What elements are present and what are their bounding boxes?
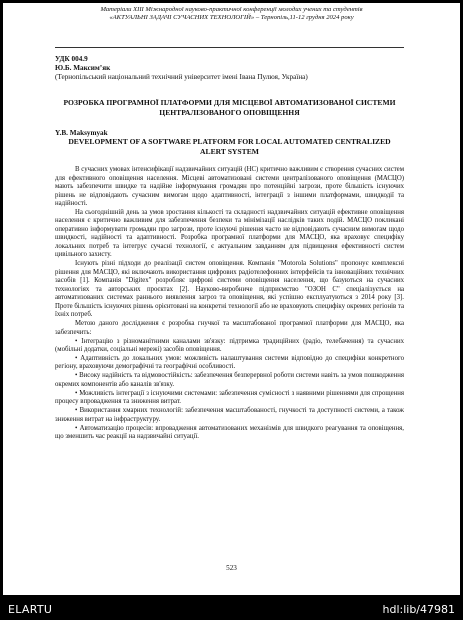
author-name-english: Y.B. Maksymyak: [55, 129, 108, 137]
repository-footer: [0, 599, 463, 620]
bullet-item: • Адаптивність до локальних умов: можливість налаштування системи відповідно до специфіки конкретного регіону, враховуючи демографічні та географічні особливості.: [55, 354, 404, 371]
article-body: [55, 166, 404, 442]
paper-page: [3, 3, 460, 595]
handle-identifier: hdl:lib/47981: [382, 603, 455, 616]
conference-header-line1: Матеріали ХІІІ Міжнародної науково-практичної конференції молодих учених та студентів: [100, 6, 363, 13]
bullet-item: • Високу надійність та відмовостійкість: забезпечення безперервної роботи системи навіть за умов пошкодження окремих компонентів або каналів зв'язку.: [55, 372, 404, 388]
author-affiliation: (Тернопільський національний технічний університет імені Івана Пулюя, Україна): [55, 73, 308, 81]
article-meta: [55, 55, 308, 82]
repository-name: ELARTU: [8, 603, 53, 616]
author-name: Ю.Б. Максим’як: [55, 64, 111, 72]
paragraph: На сьогоднішній день за умов зростання кількості та складності надзвичайних ситуацій ефективне оповіщення населення є критично важливим для забезпечення безпеки та мінімізації наслідків таких подій. МАСЦО покликані оперативно інформувати громадян про загрози, проте існуючі рішення часто не відповідають сучасним вимогам щодо швидкості, надійності та адаптивності. Розробка програмної платформи для МАСЦО, яка враховує специфіку локальних потреб та інтегрує сучасні технології, є актуальним завданням для підвищення ефективності систем цивільного захисту.: [55, 208, 404, 259]
bullet-item: • Використання хмарних технологій: забезпечення масштабованості, гнучкості та доступності системи, а також зниження витрат на інфраструктуру.: [55, 407, 404, 423]
paragraph: Існують різні підходи до реалізації систем оповіщення. Компанія "Motorola Solutions" пропонує комплексні рішення для МАСЦО, які включають використання цифрових радіотелефонних інтерфейсів та інноваційних технічних засобів [1]. Компанія "Digitex" розробляє цифрові системи оповіщення населення, що базуються на сучасних технологіях та авторських проєктах [2]. Науково-виробниче підприємство "ОЗОН С" спеціалізується на автоматизованих системах раннього виявлення загроз та оповіщення, які успішно експлуатуються з 2014 року [3]. Проте більшість існуючих рішень орієнтовані на конкретні технології або не враховують специфіку окремих регіонів та їхніх потреб.: [55, 260, 404, 319]
article-title-english: DEVELOPMENT OF A SOFTWARE PLATFORM FOR LOCAL AUTOMATED CENTRALIZED ALERT SYSTEM: [68, 137, 391, 156]
header-divider: [55, 47, 404, 48]
bullet-item: • Можливість інтеграції з існуючими системами: забезпечення сумісності з наявними рішеннями для спрощення процесу впровадження та зниження витрат.: [55, 389, 404, 406]
bullet-item: • Автоматизацію процесів: впровадження автоматизованих механізмів для швидкого реагування та оповіщення, що зменшить час реакції на надзвичайні ситуації.: [55, 424, 404, 441]
article-title-ukrainian: РОЗРОБКА ПРОГРАМНОЇ ПЛАТФОРМИ ДЛЯ МІСЦЕВОЇ АВТОМАТИЗОВАНОЇ СИСТЕМИ ЦЕНТРАЛІЗОВАНОГО ОПОВІЩЕННЯ: [63, 98, 396, 117]
bullet-item: • Інтеграцію з різноманітними каналами зв'язку: підтримка традиційних (радіо, телебачення) та сучасних (мобільні додатки, соціальні мережі) засобів оповіщення.: [55, 337, 404, 354]
conference-header-line2: «АКТУАЛЬНІ ЗАДАЧІ СУЧАСНИХ ТЕХНОЛОГІЙ» – Тернопіль,11-12 грудня 2024 року: [109, 14, 354, 21]
paragraph: В сучасних умовах інтенсифікації надзвичайних ситуацій (НС) критично важливим є створення сучасних систем для ефективного оповіщення населення. Місцеві автоматизовані системи централізованого оповіщення (МАСЦО) мають забезпечити швидке та надійне інформування громадян про потенційні загрози, проте більшість існуючих рішень не відповідають сучасним вимогам щодо адаптивності, інтеграції з іншими платформами, швидкодії та надійності.: [55, 166, 404, 207]
conference-header: [3, 6, 460, 22]
page-number: 523: [226, 564, 237, 572]
udk-code: УДК 004.9: [55, 55, 88, 63]
paragraph: Метою даного дослідження є розробка гнучкої та масштабованої програмної платформи для МАСЦО, яка забезпечить:: [55, 320, 404, 336]
